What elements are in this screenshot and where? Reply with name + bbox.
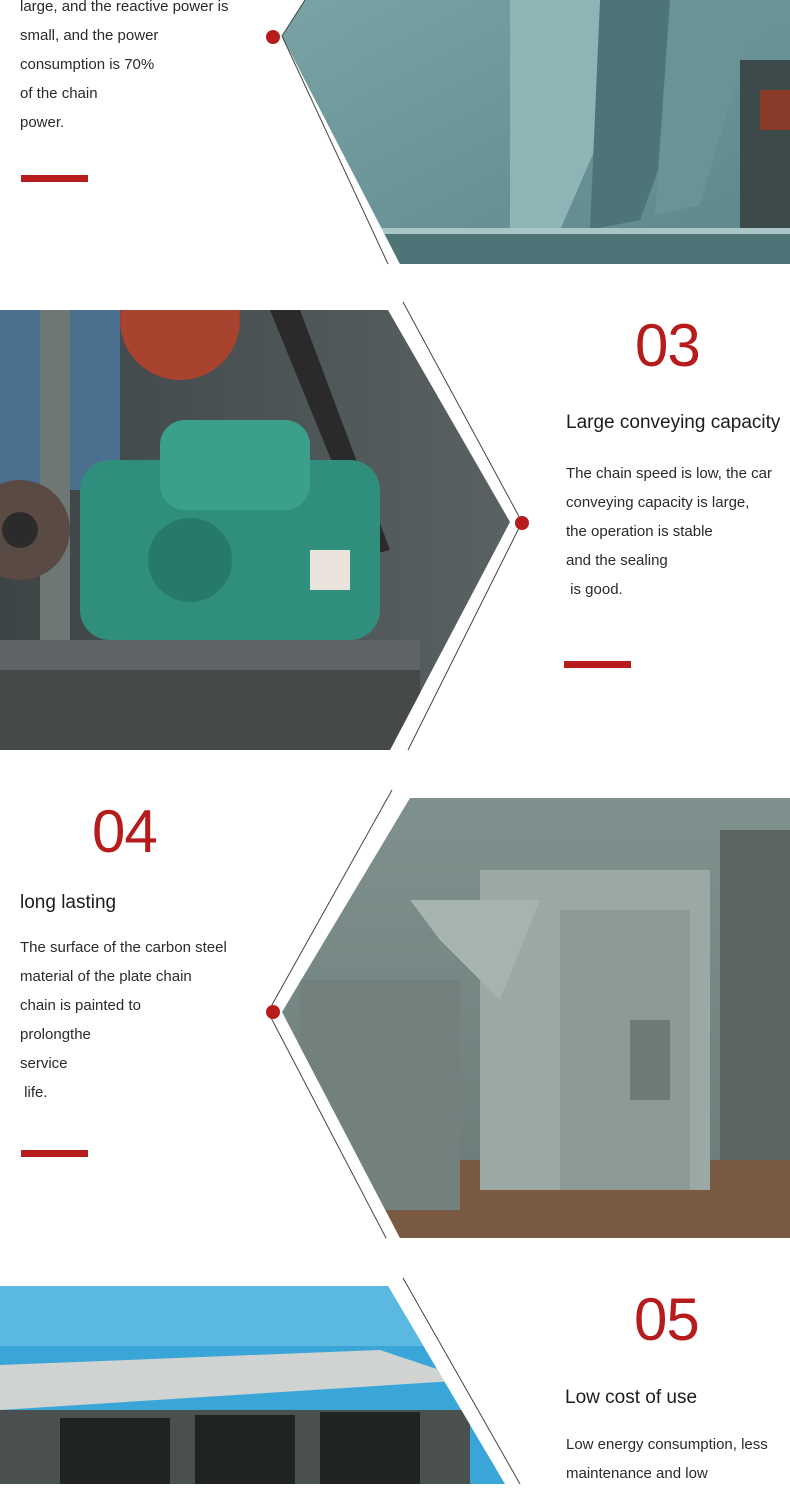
description-line: large, and the reactive power is: [20, 0, 229, 15]
description-line: The chain speed is low, the car: [566, 465, 772, 482]
description-line: of the chain: [20, 85, 98, 102]
section-heading: long lasting: [20, 892, 117, 913]
description-line: The surface of the carbon steel: [20, 939, 227, 956]
red-dot-icon: [266, 30, 280, 44]
description-line: small, and the power: [20, 27, 159, 44]
description-line: chain is painted to: [20, 997, 141, 1014]
description-line: power.: [20, 114, 65, 131]
section-heading: Low cost of use: [565, 1387, 698, 1408]
description-line: and the sealing: [566, 552, 668, 569]
description-line: consumption is 70%: [20, 56, 155, 73]
red-bar-divider: [21, 175, 88, 182]
red-dot-icon: [266, 1005, 280, 1019]
red-bar-divider: [564, 661, 631, 668]
section-number: 03: [635, 312, 700, 379]
description-line: is good.: [566, 581, 623, 598]
section-02: [0, 0, 790, 280]
description-line: the operation is stable: [566, 523, 713, 540]
description-line: life.: [20, 1084, 48, 1101]
description-line: prolongthe: [20, 1026, 91, 1043]
section-number: 05: [634, 1286, 699, 1353]
description-line: Low energy consumption, less: [566, 1436, 768, 1453]
section-05: [0, 1270, 790, 1484]
description-line: conveying capacity is large,: [566, 494, 750, 511]
section-heading: Large conveying capacity: [566, 412, 781, 433]
section-04-description: [20, 933, 227, 1107]
red-bar-divider: [21, 1150, 88, 1157]
section-05-description: [566, 1430, 768, 1488]
section-02-description: [20, 0, 228, 137]
section-number: 04: [92, 798, 157, 865]
description-line: service: [20, 1055, 68, 1072]
section-03-description: [566, 459, 772, 604]
description-line: maintenance and low: [566, 1465, 708, 1482]
section-03: [0, 300, 790, 760]
description-line: material of the plate chain: [20, 968, 192, 985]
section-04: [0, 780, 790, 1250]
red-dot-icon: [515, 516, 529, 530]
